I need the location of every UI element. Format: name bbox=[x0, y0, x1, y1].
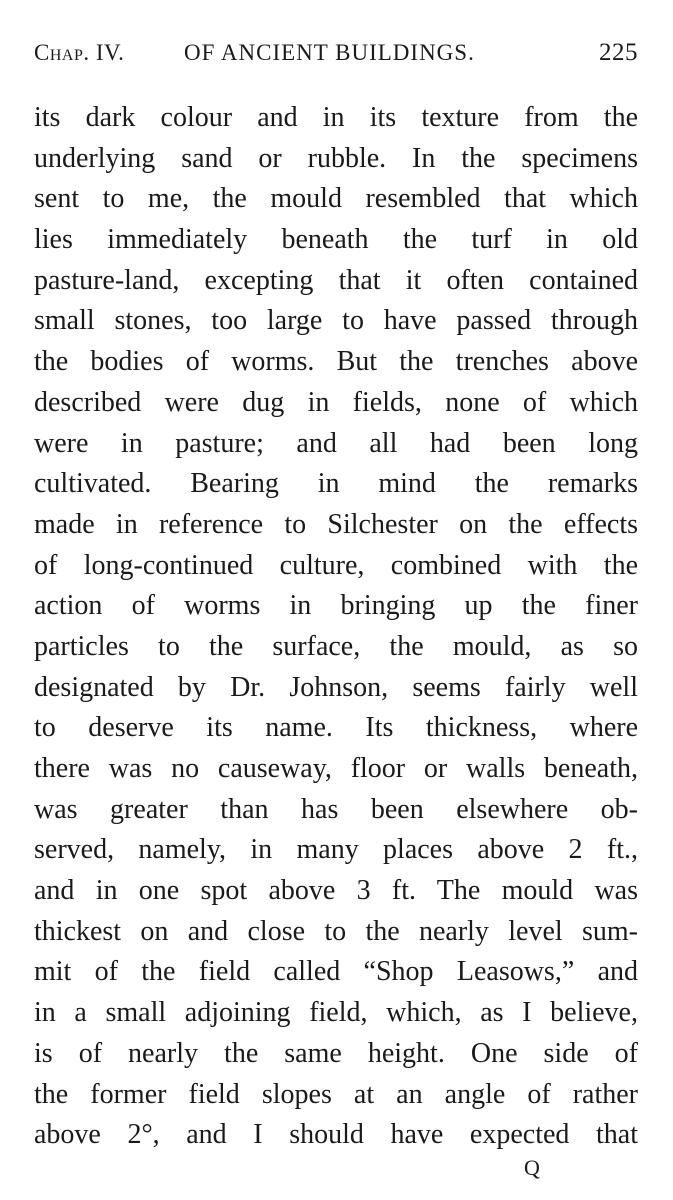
page-number: 225 bbox=[599, 39, 638, 66]
text-line: designated by Dr. Johnson, seems fairly well bbox=[34, 671, 638, 703]
text-line: lies immediately beneath the turf in old bbox=[34, 224, 638, 256]
text-line: was greater than has been elsewhere ob- bbox=[34, 793, 638, 825]
body-text bbox=[34, 98, 638, 1156]
text-line: above 2°, and I should have expected that bbox=[34, 1119, 638, 1151]
chapter-label: Chap. IV. bbox=[34, 40, 125, 65]
text-line: and in one spot above 3 ft. The mould was bbox=[34, 875, 638, 907]
text-line: is of nearly the same height. One side of bbox=[34, 1037, 638, 1069]
running-head bbox=[34, 36, 638, 70]
text-line: pasture-land, excepting that it often contained bbox=[34, 264, 638, 296]
text-line: there was no causeway, floor or walls beneath, bbox=[34, 753, 638, 784]
text-line: the bodies of worms. But the trenches above bbox=[34, 346, 638, 378]
text-line: thickest on and close to the nearly level sum- bbox=[34, 915, 638, 947]
text-line: underlying sand or rubble. In the specimens bbox=[34, 142, 638, 174]
text-line: action of worms in bringing up the finer bbox=[34, 590, 638, 622]
text-line: mit of the field called “Shop Leasows,” and bbox=[34, 956, 638, 988]
text-line: in a small adjoining field, which, as I believe, bbox=[34, 997, 638, 1029]
signature-mark: Q bbox=[524, 1155, 540, 1180]
running-title: OF ANCIENT BUILDINGS. bbox=[184, 40, 475, 65]
text-line: cultivated. Bearing in mind the remarks bbox=[34, 468, 638, 500]
text-line: particles to the surface, the mould, as so bbox=[34, 630, 638, 662]
text-line: of long-continued culture, combined with the bbox=[34, 549, 638, 581]
text-line: small stones, too large to have passed through bbox=[34, 305, 638, 337]
text-line: made in reference to Silchester on the effects bbox=[34, 508, 638, 540]
text-line: were in pasture; and all had been long bbox=[34, 427, 638, 459]
text-line: the former field slopes at an angle of rather bbox=[34, 1078, 638, 1110]
text-line: its dark colour and in its texture from the bbox=[34, 102, 638, 133]
text-line: sent to me, the mould resembled that which bbox=[34, 183, 638, 215]
text-line: to deserve its name. Its thickness, where bbox=[34, 712, 638, 744]
text-line: described were dug in fields, none of which bbox=[34, 386, 638, 418]
text-line: served, namely, in many places above 2 ft., bbox=[34, 834, 638, 866]
